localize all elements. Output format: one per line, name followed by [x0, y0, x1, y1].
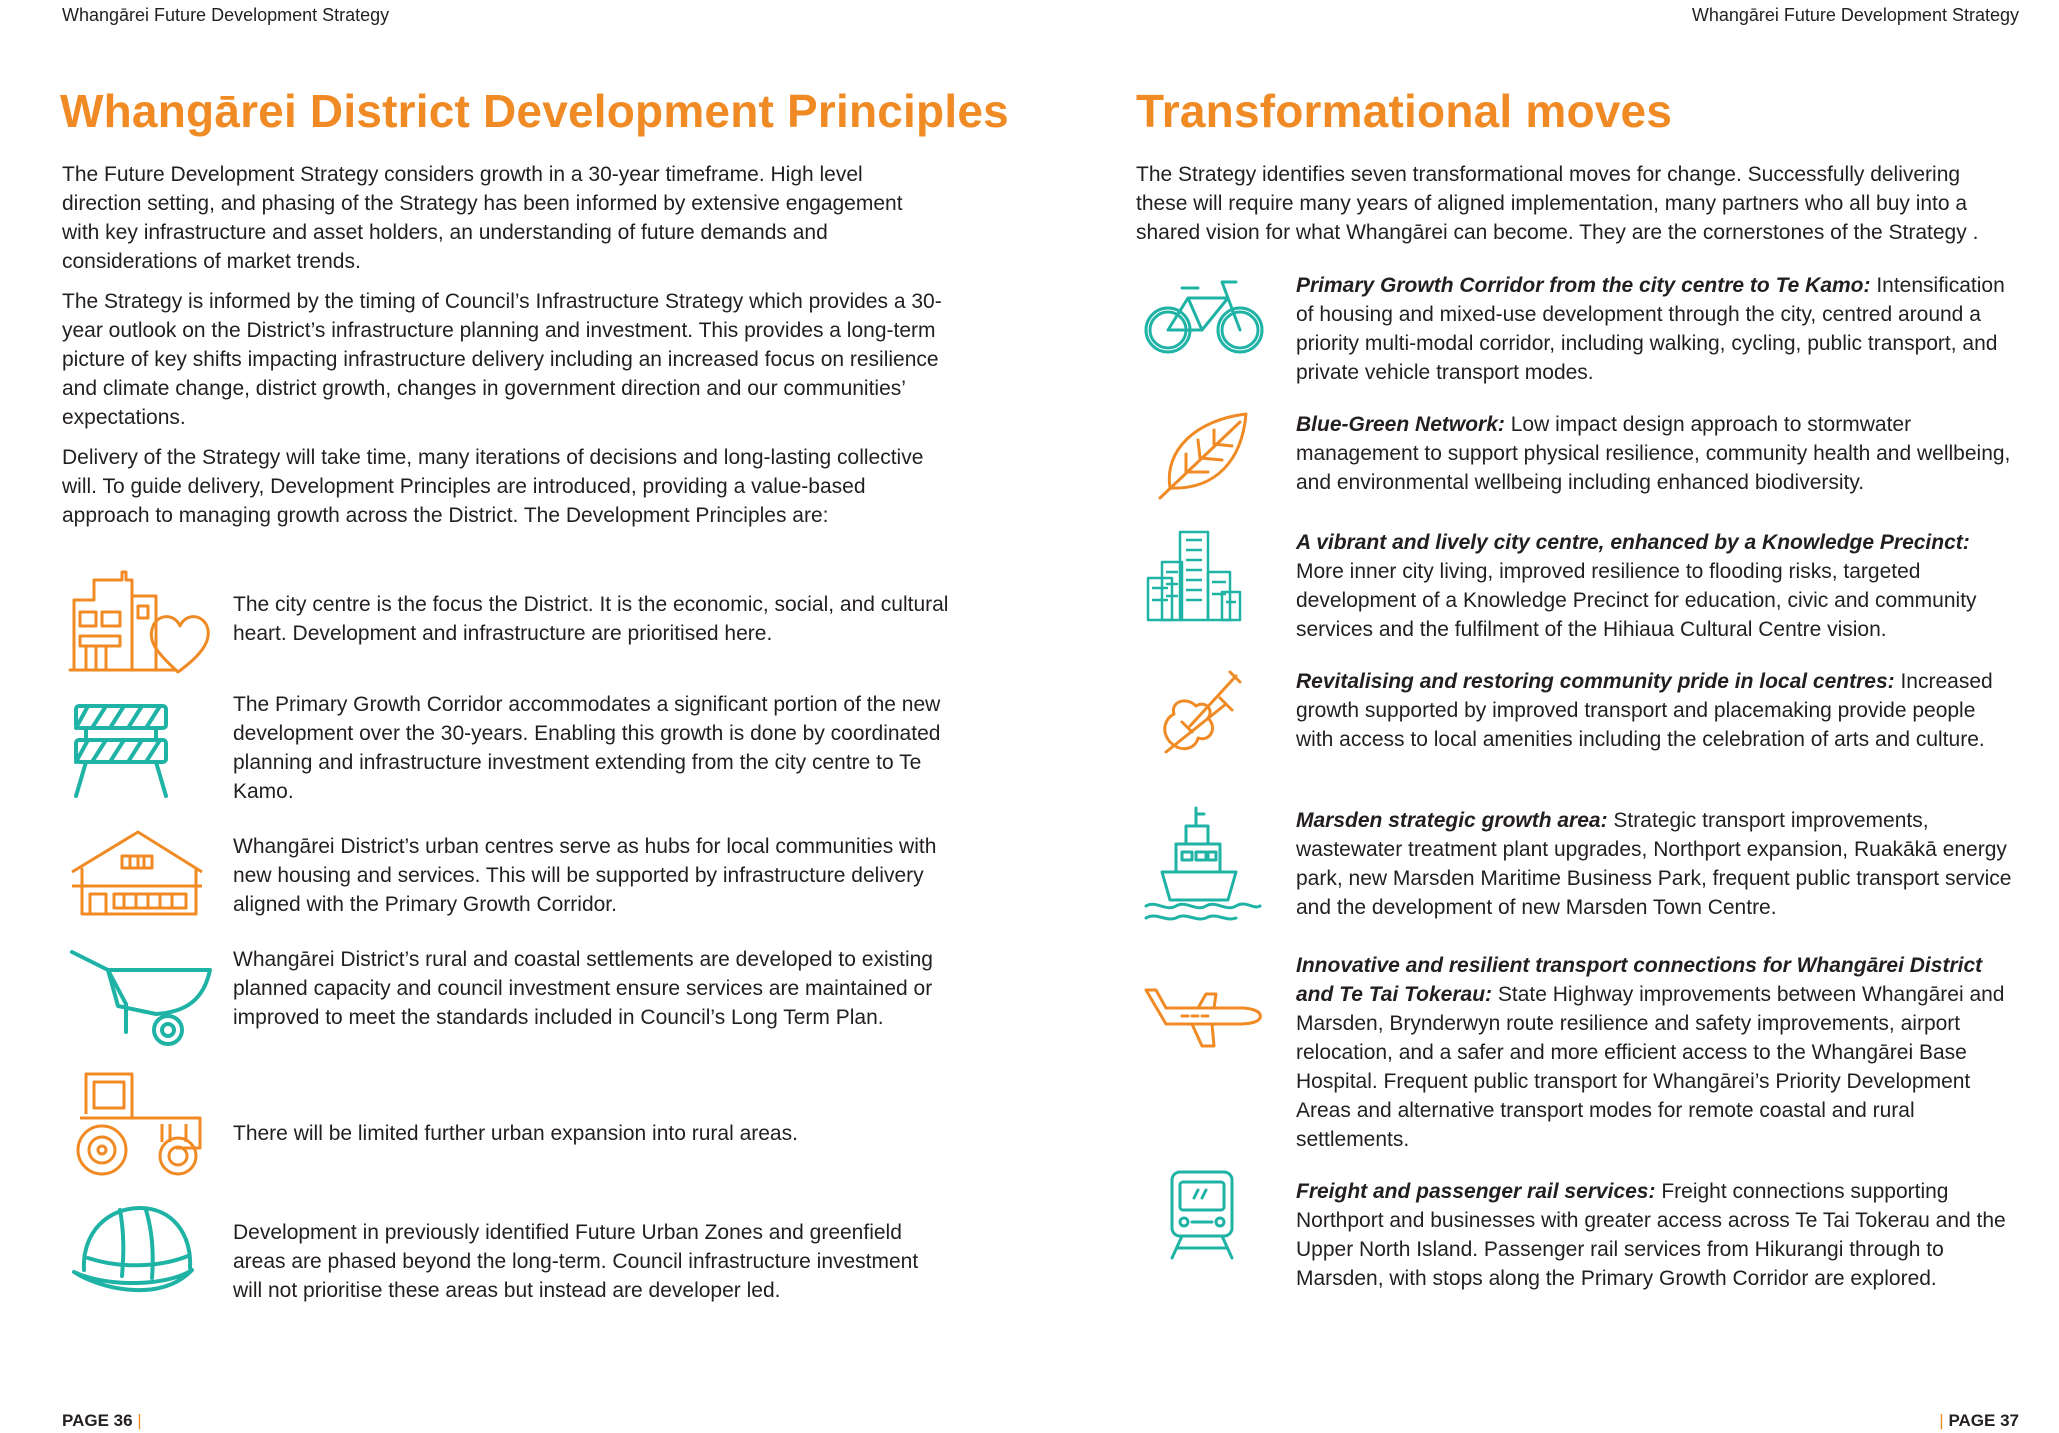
- moves-intro-paragraph: The Strategy identifies seven transformational moves for change. Successfully delivering these will require many years of aligned implementation, many partners who all buy into a shared vision for what Whangārei can become. They are the cornerstones of the Strategy .: [1136, 163, 1979, 244]
- road-barrier-icon: [68, 700, 174, 800]
- train-icon: [1166, 1168, 1238, 1260]
- airplane-icon: [1142, 980, 1264, 1050]
- page-number-36: [62, 1411, 142, 1431]
- move-text-7: [1296, 1177, 2016, 1293]
- move-title-6: Innovative and resilient transport connections for Whangārei District and Te Tai Tokerau:: [1296, 954, 1983, 1006]
- move-title-7: Freight and passenger rail services:: [1296, 1180, 1656, 1203]
- move-body-2: Low impact design approach to stormwater management to support physical resilience, community health and wellbeing, and environmental wellbeing including enhanced biodiversity.: [1296, 413, 2011, 494]
- principle-text-1: The city centre is the focus the District. It is the economic, social, and cultural heart. Development and infrastructure are prioritised here.: [233, 593, 949, 645]
- move-body-4: Increased growth supported by improved transport and placemaking provide people with access to local amenities including the celebration of arts and culture.: [1296, 670, 1993, 751]
- move-title-1: Primary Growth Corridor from the city centre to Te Kamo:: [1296, 274, 1871, 297]
- move-body-5: Strategic transport improvements, wastewater treatment plant upgrades, Northport expansion, Ruakākā energy park, new Marsden Maritime Business Park, frequent public transport service and the development of new Marsden Town Centre.: [1296, 809, 2012, 919]
- principle-text-3: Whangārei District’s urban centres serve as hubs for local communities with new housing and services. This will be supported by infrastructure delivery aligned with the Primary Growth Corridor.: [233, 835, 937, 916]
- page-number-divider-right: |: [1939, 1411, 1944, 1430]
- principle-text-6: Development in previously identified Future Urban Zones and greenfield areas are phased beyond the long-term. Council infrastructure investment will not prioritise these areas but instead are developer led.: [233, 1221, 919, 1302]
- page-number-37: [1939, 1411, 2019, 1431]
- move-title-3: A vibrant and lively city centre, enhanced by a Knowledge Precinct:: [1296, 531, 1970, 554]
- city-heart-icon: [66, 560, 216, 675]
- city-buildings-icon: [1144, 528, 1244, 624]
- wheelbarrow-icon: [68, 948, 216, 1050]
- move-text-1: [1296, 271, 2016, 387]
- move-text-5: [1296, 806, 2016, 922]
- move-body-3: More inner city living, improved resilience to flooding risks, targeted development of a Knowledge Precinct for education, civic and community services and the fulfilment of the Hihiaua Cultural Centre vision.: [1296, 560, 1977, 641]
- page-number-divider-left: |: [137, 1411, 142, 1430]
- ship-icon: [1142, 804, 1262, 922]
- move-text-6: [1296, 951, 2016, 1154]
- violin-icon: [1156, 666, 1242, 756]
- intro-paragraph-3: Delivery of the Strategy will take time, many iterations of decisions and long-lasting collective will. To guide delivery, Development Principles are introduced, providing a value-based approach to managing growth across the District. The Development Principles are:: [62, 446, 924, 527]
- move-body-7: Freight connections supporting Northport and businesses with greater access across Te Tai Tokerau and the Upper North Island. Passenger rail services from Hikurangi through to Marsden, with stops along the Primary Growth Corridor are explored.: [1296, 1180, 2006, 1290]
- page-number-36-label: PAGE 36: [62, 1411, 133, 1430]
- move-body-6: State Highway improvements between Whangārei and Marsden, Brynderwyn route resilience and safety improvements, airport relocation, and a safer and more efficient access to the Whangārei Base Hospital. Frequent public transport for Whangārei’s Priority Development Areas and alternative transport modes for remote coastal and rural settlements.: [1296, 983, 2005, 1151]
- hard-hat-icon: [68, 1202, 198, 1306]
- tractor-icon: [66, 1068, 210, 1178]
- house-icon: [68, 828, 206, 918]
- intro-paragraph-1: The Future Development Strategy considers growth in a 30-year timeframe. High level direction setting, and phasing of the Strategy has been informed by extensive engagement with key infrastructure and asset holders, an understanding of future demands and considerations of market trends.: [62, 163, 903, 273]
- running-header-right: Whangārei Future Development Strategy: [1691, 5, 2019, 25]
- running-header-left: Whangārei Future Development Strategy: [62, 5, 390, 25]
- leaf-icon: [1156, 410, 1250, 500]
- move-title-4: Revitalising and restoring community pride in local centres:: [1296, 670, 1895, 693]
- move-body-1: Intensification of housing and mixed-use development through the city, centred around a priority multi-modal corridor, including walking, cycling, public transport, and private vehicle transport modes.: [1296, 274, 2005, 384]
- move-title-5: Marsden strategic growth area:: [1296, 809, 1608, 832]
- bicycle-icon: [1144, 276, 1264, 356]
- principle-text-5: There will be limited further urban expansion into rural areas.: [233, 1122, 798, 1145]
- move-text-4: [1296, 667, 2016, 754]
- move-text-3: [1296, 528, 2016, 644]
- page-number-37-label: PAGE 37: [1948, 1411, 2019, 1430]
- intro-paragraph-2: The Strategy is informed by the timing of Council’s Infrastructure Strategy which provides a 30-year outlook on the District’s infrastructure planning and investment. This provides a long-term picture of key shifts impacting infrastructure delivery including an increased focus on resilience and climate change, district growth, changes in government direction and our communities’ expectations.: [62, 290, 942, 429]
- principle-text-2: The Primary Growth Corridor accommodates a significant portion of the new development over the 30-years. Enabling this growth is done by coordinated planning and infrastructure investment extending from the city centre to Te Kamo.: [233, 693, 941, 803]
- principle-text-4: Whangārei District’s rural and coastal settlements are developed to existing planned capacity and council investment ensure services are maintained or improved to meet the standards included in Council’s Long Term Plan.: [233, 948, 933, 1029]
- move-title-2: Blue-Green Network:: [1296, 413, 1505, 436]
- page-title-principles: Whangārei District Development Principles: [60, 85, 1009, 137]
- page-title-transformational-moves: Transformational moves: [1136, 85, 1673, 137]
- move-text-2: [1296, 410, 2016, 497]
